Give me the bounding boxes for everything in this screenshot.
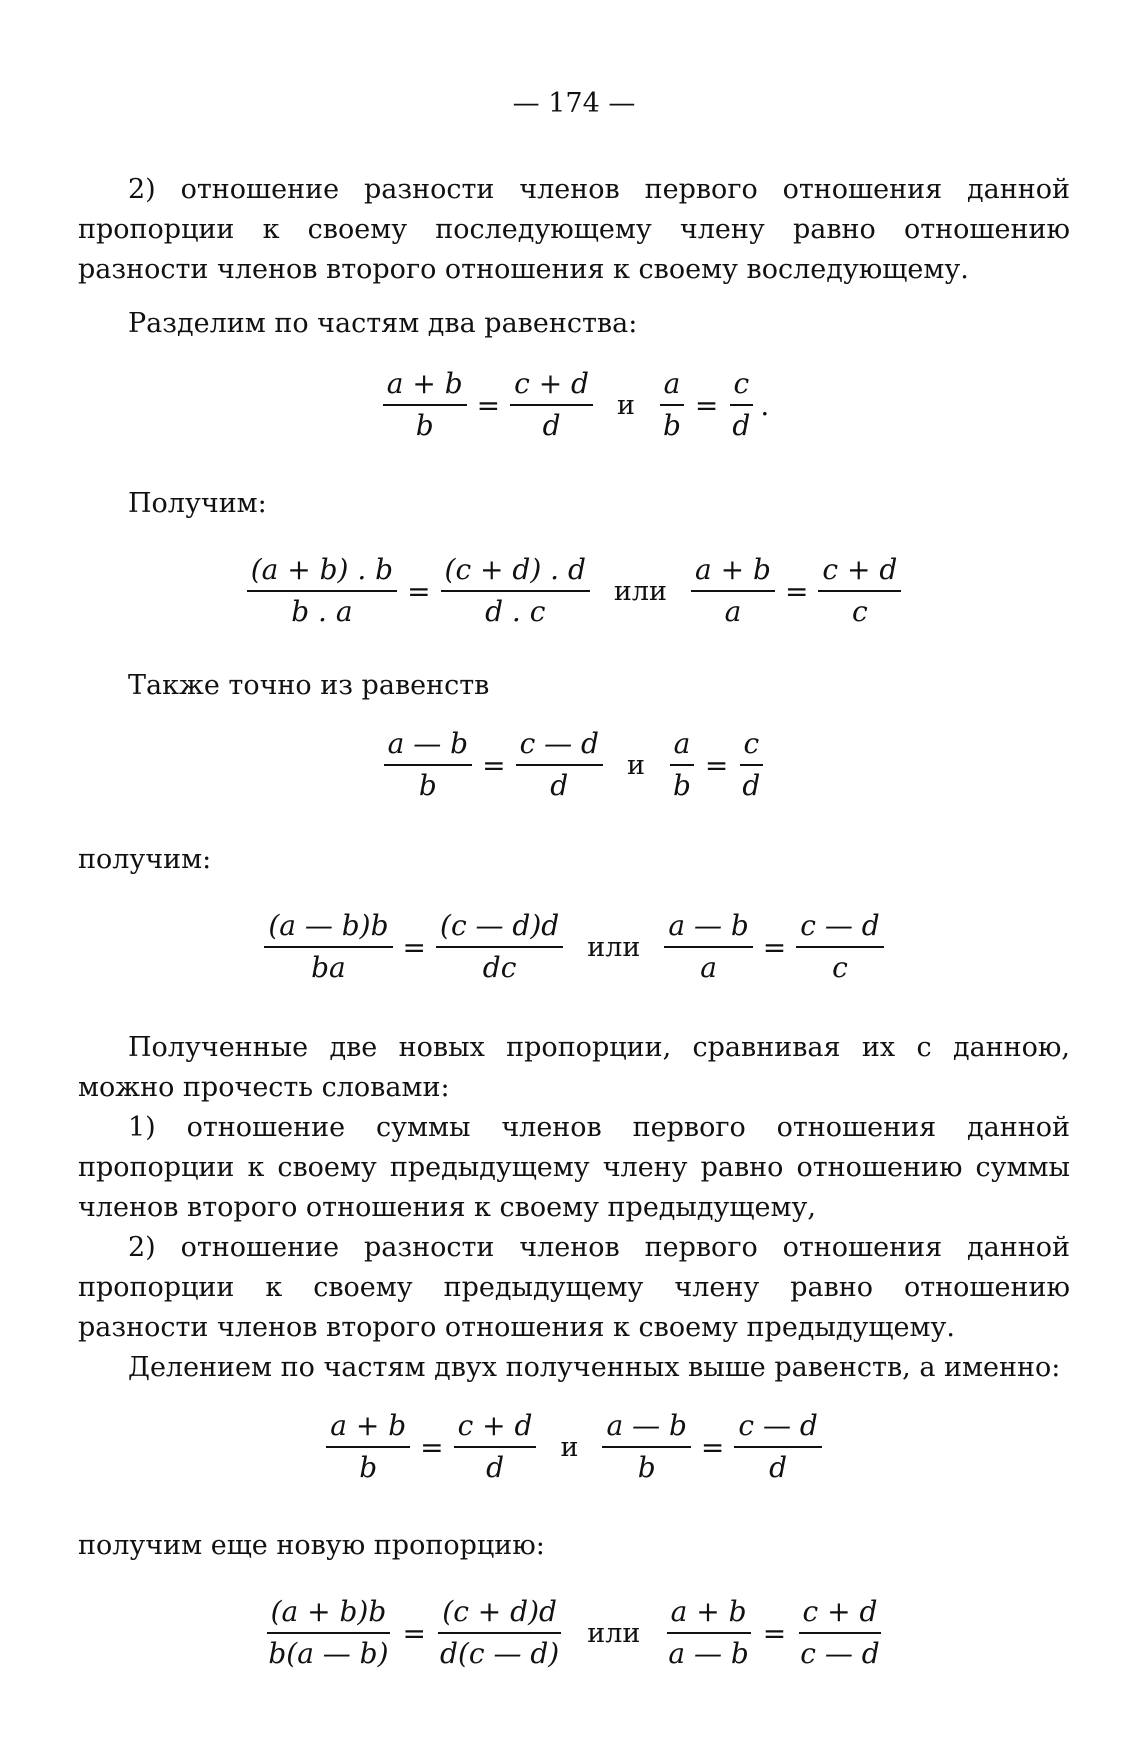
fraction: $\frac{a}{b}$ <box>669 727 695 803</box>
conjunction: или <box>587 931 641 963</box>
fraction: $\frac{c + d}{d}$ <box>510 367 593 443</box>
fraction: $\frac{c — d}{d}$ <box>516 727 603 803</box>
conjunction: или <box>613 575 668 607</box>
fraction: $\frac{a + b}{b}$ <box>383 367 467 443</box>
fraction: $\frac{(a + b)b}{b(a — b)}$ <box>268 1595 389 1670</box>
paragraph-2: Разделим по частям два равенства: <box>128 308 638 339</box>
fraction: $\frac{(c — d)d}{dc}$ <box>436 909 563 985</box>
conjunction: или <box>587 1617 641 1649</box>
fraction: $\frac{a — b}{a}$ <box>664 909 752 985</box>
formula-3: $\frac{a — b}{b}$ = $\frac{c — d}{d}$ и $\frac{a}{b}$ = $\frac{c}{d}$ <box>78 720 1070 810</box>
fraction: $\frac{(c + d) . d}{d . c}$ <box>441 553 590 629</box>
fraction: $\frac{(a + b) . b}{b . a}$ <box>247 553 397 629</box>
fraction: $\frac{c}{d}$ <box>738 727 764 803</box>
fraction: $\frac{(c + d)d}{d(c — d)}$ <box>440 1595 560 1670</box>
formula-5: $\frac{a + b}{b}$ = $\frac{c + d}{d}$ и $\frac{a — b}{b}$ = $\frac{c — d}{d}$ <box>78 1402 1070 1492</box>
paragraph-4: Также точно из равенств <box>128 670 490 701</box>
formula-2: $\frac{(a + b) . b}{b . a}$ = $\frac{(c + d) . d}{d . c}$ или $\frac{a + b}{a}$ = $\frac{c + d}{c}$ <box>78 546 1070 636</box>
fraction: $\frac{c + d}{c — d}$ <box>800 1595 880 1670</box>
conjunction: и <box>560 1431 579 1463</box>
paragraph-8: 2) отношение разности членов первого отношения данной пропорции к своему предыдущему члену равно отношению разности членов второго отношения к своему предыдущему. <box>78 1232 1070 1343</box>
conjunction: и <box>616 389 635 421</box>
paragraph-7: 1) отношение суммы членов первого отношения данной пропорции к своему предыдущему члену равно отношению суммы членов второго отношения к своему предыдущему, <box>78 1112 1070 1223</box>
page-number: — 174 — <box>512 88 636 119</box>
paragraph-5: получим: <box>78 844 212 875</box>
formula-4: $\frac{(a — b)b}{ba}$ = $\frac{(c — d)d}{dc}$ или $\frac{a — b}{a}$ = $\frac{c — d}{c}$ <box>78 902 1070 992</box>
paragraph-9: Делением по частям двух полученных выше равенств, а именно: <box>128 1352 1061 1383</box>
fraction: $\frac{a — b}{b}$ <box>384 727 472 803</box>
conjunction: и <box>626 749 645 781</box>
paragraph-10: получим еще новую пропорцию: <box>78 1530 545 1561</box>
paragraph-3: Получим: <box>128 488 267 519</box>
fraction: $\frac{c + d}{d}$ <box>454 1409 537 1485</box>
fraction: $\frac{a — b}{b}$ <box>602 1409 690 1485</box>
fraction: $\frac{(a — b)b}{ba}$ <box>264 909 392 985</box>
fraction: $\frac{a + b}{a — b}$ <box>668 1595 749 1670</box>
fraction: $\frac{c — d}{d}$ <box>734 1409 821 1485</box>
paragraph-1: 2) отношение разности членов первого отношения данной пропорции к своему последующему члену равно отношению разности членов второго отношения к своему воследующему. <box>78 174 1070 285</box>
fraction: $\frac{c — d}{c}$ <box>796 909 883 985</box>
fraction: $\frac{a}{b}$ <box>659 367 685 443</box>
fraction: $\frac{c}{d}$ <box>728 367 754 443</box>
paragraph-6: Полученные две новых пропорции, сравнивая их с данною, можно прочесть словами: <box>78 1032 1070 1103</box>
fraction: $\frac{c + d}{c}$ <box>818 553 901 629</box>
fraction: $\frac{a + b}{b}$ <box>326 1409 410 1485</box>
fraction: $\frac{a + b}{a}$ <box>691 553 775 629</box>
formula-1: $\frac{a + b}{b}$ = $\frac{c + d}{d}$ и $\frac{a}{b}$ = $\frac{c}{d}$ . <box>78 360 1070 450</box>
formula-6: $\frac{(a + b)b}{b(a — b)}$ = $\frac{(c + d)d}{d(c — d)}$ или $\frac{a + b}{a — b}$ = $\frac{c + d}{c — d}$ <box>78 1588 1070 1678</box>
